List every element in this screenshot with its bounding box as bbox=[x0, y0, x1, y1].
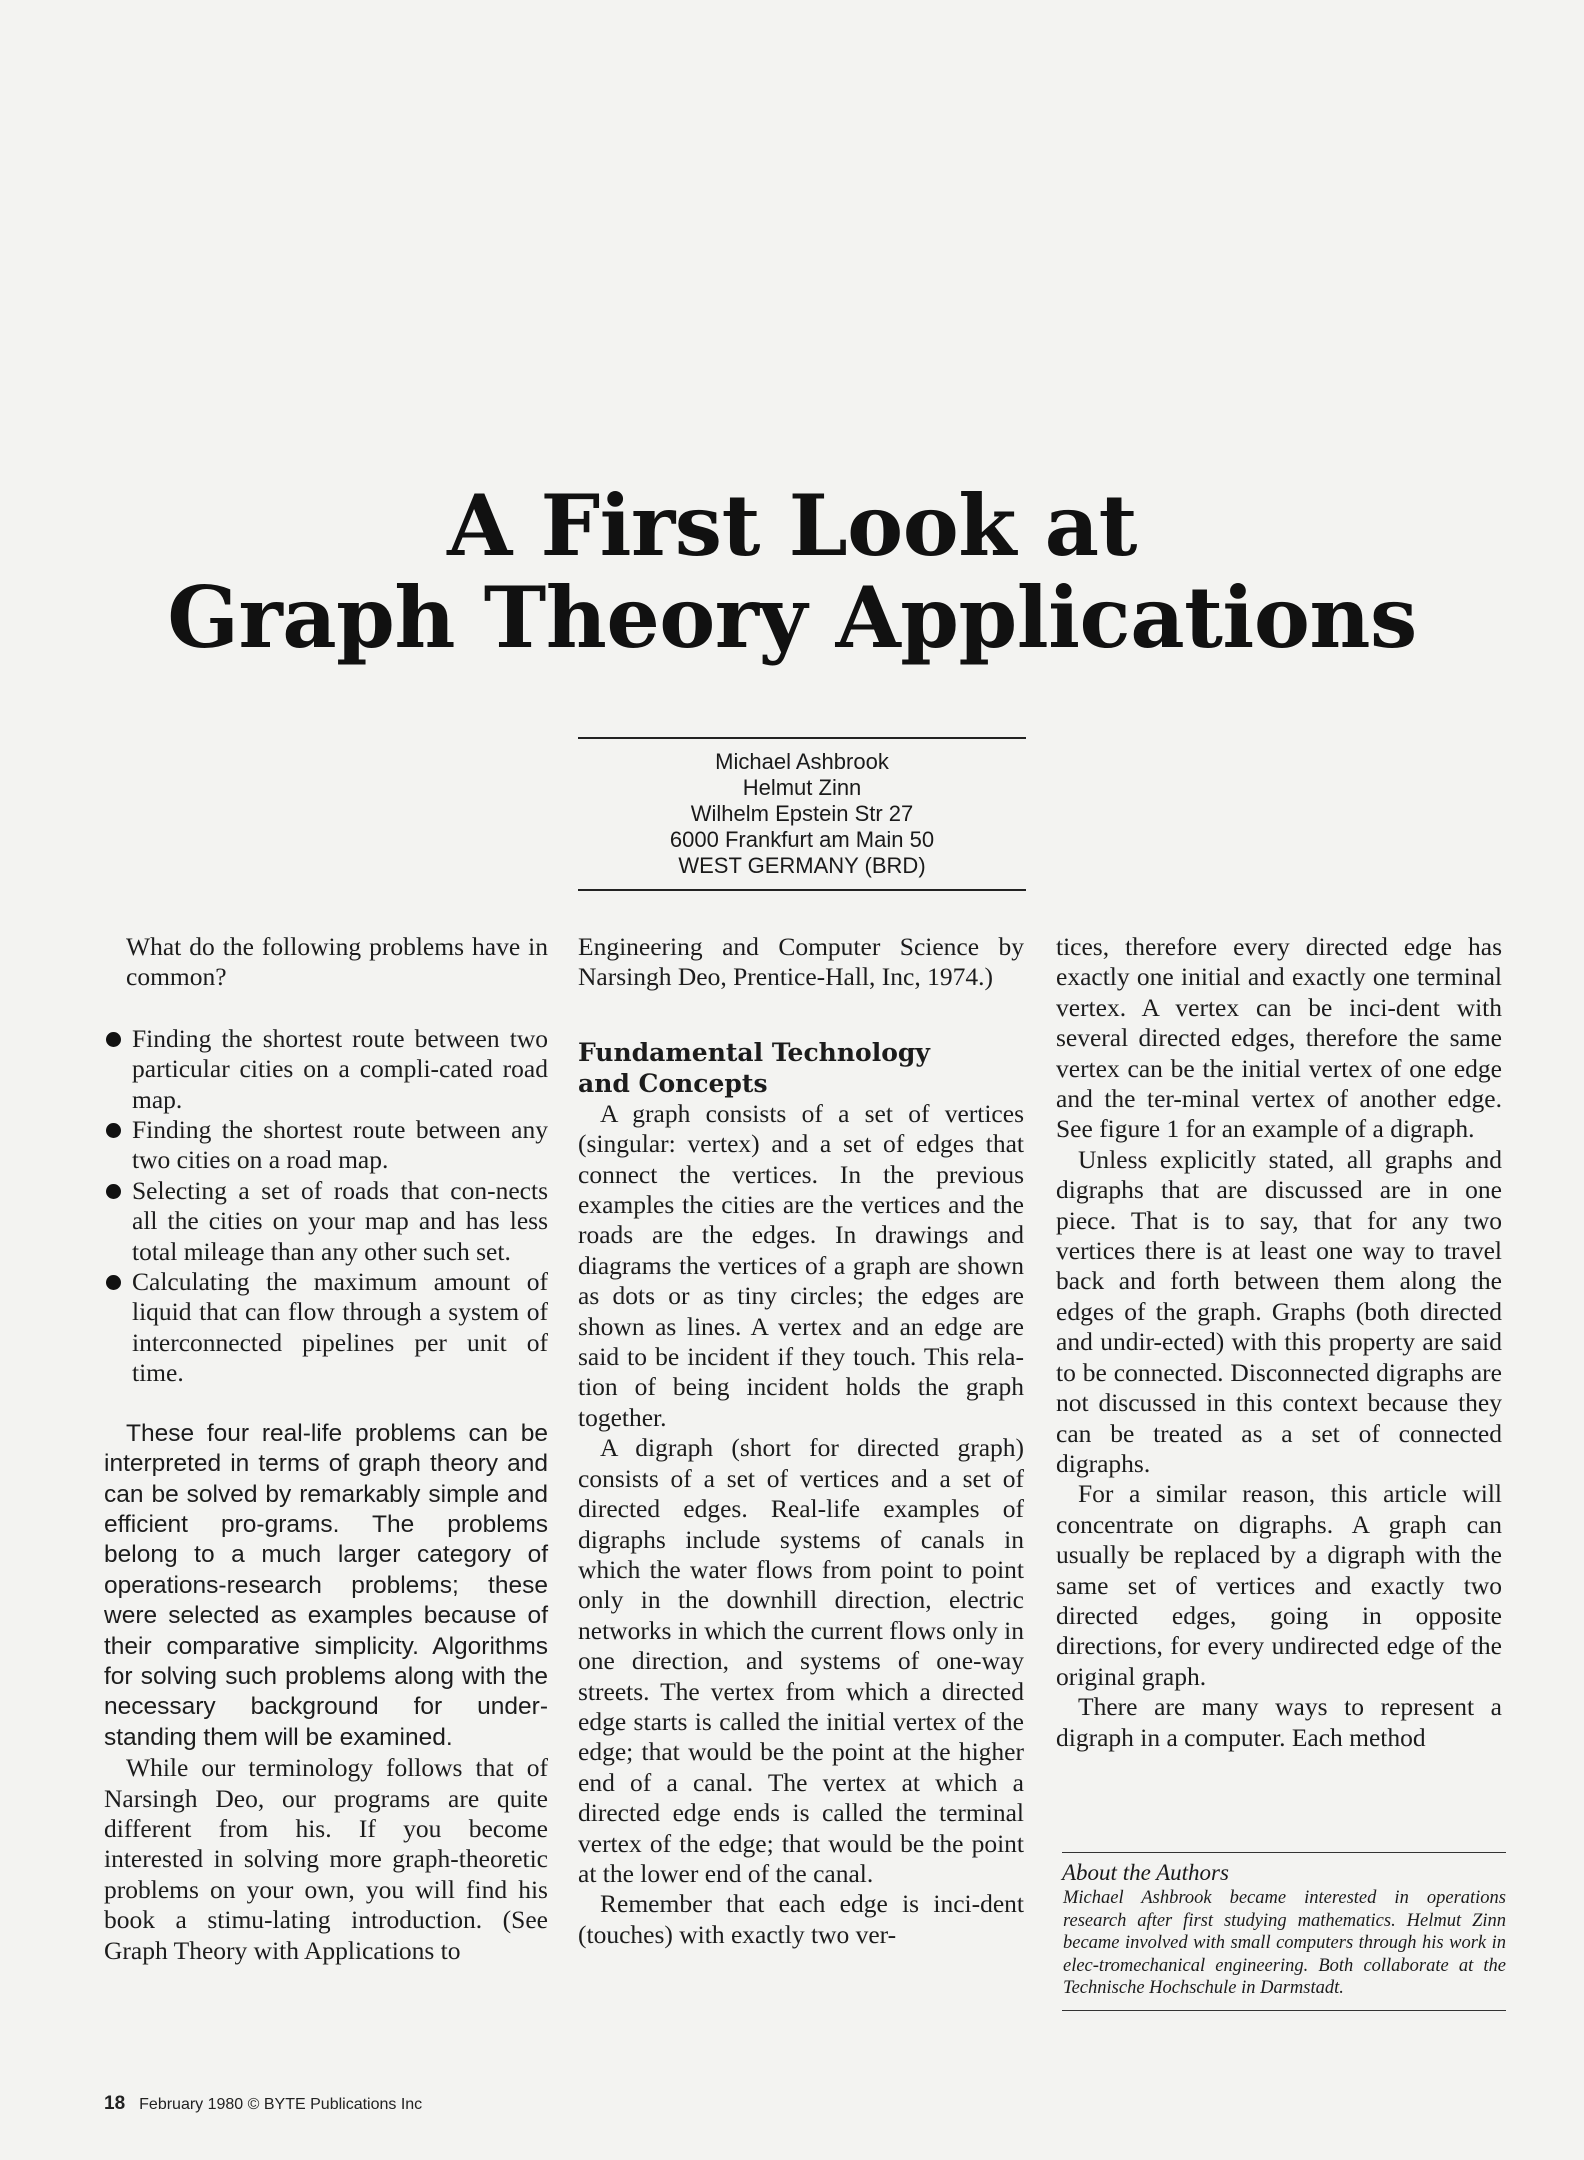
column-1 bbox=[104, 932, 548, 1966]
paragraph-similar-reason: For a similar reason, this article will concentrate on digraphs. A graph can usually be replaced by a digraph with the same set of vertices and exactly two directed edges, going in opposite directions, for every undirected edge of the original graph. bbox=[1056, 1479, 1502, 1691]
author-byline bbox=[578, 737, 1026, 891]
title-line-1: A First Look at bbox=[447, 476, 1137, 575]
paragraph-representation: There are many ways to represent a digraph in a computer. Each method bbox=[1056, 1692, 1502, 1752]
about-the-authors-box bbox=[1062, 1852, 1506, 2011]
article-title bbox=[0, 476, 1584, 667]
paragraph-remember: Remember that each edge is inci-dent (touches) with exactly two ver- bbox=[578, 1889, 1024, 1949]
list-item: Finding the shortest route between any two cities on a road map. bbox=[104, 1115, 548, 1176]
address-city: 6000 Frankfurt am Main 50 bbox=[669, 827, 935, 852]
bullet-icon bbox=[106, 1275, 121, 1290]
bullet-icon bbox=[106, 1032, 121, 1047]
paragraph-graph-definition: A graph consists of a set of vertices (singular: vertex) and a set of edges that connect the vertices. In the previous examples the cities are the vertices and the roads are the edges. In drawings and diagrams the vertices of a graph are shown as dots or as tiny circles; the edges are shown as lines. A vertex and an edge are said to be incident if they touch. This rela-tion of being incident holds the graph together. bbox=[578, 1098, 1024, 1432]
column-3 bbox=[1056, 932, 1502, 1753]
intro-question: What do the following problems have in common? bbox=[126, 932, 548, 992]
footer-credit: February 1980 © BYTE Publications Inc bbox=[139, 2096, 423, 2113]
list-item: Finding the shortest route between two particular cities on a compli-cated road map. bbox=[104, 1024, 548, 1115]
paragraph-connected: Unless explicitly stated, all graphs and digraphs that are discussed are in one piece. That is to say, that for any two vertices there is at least one way to travel back and forth between them along the edges of the graph. Graphs (both directed and undir-ected) with this property are said to be connected. Disconnected digraphs are not discussed in this context because they can be treated as a set of connected digraphs. bbox=[1056, 1144, 1502, 1478]
author-1: Michael Ashbrook bbox=[715, 749, 889, 774]
address-country: WEST GERMANY (BRD) bbox=[678, 853, 926, 878]
list-item: Selecting a set of roads that con-nects all the cities on your map and has less total mileage than any other such set. bbox=[104, 1176, 548, 1267]
paragraph-book-citation: Engineering and Computer Science by Narsingh Deo, Prentice-Hall, Inc, 1974.) bbox=[578, 932, 1024, 992]
paragraph-deo: While our terminology follows that of Narsingh Deo, our programs are quite different from his. If you become interested in solving more graph-theoretic problems on your own, you will find his book a stimu-lating introduction. (See Graph Theory with Applications to bbox=[104, 1753, 548, 1965]
paragraph-real-life: These four real-life problems can be interpreted in terms of graph theory and can be solved by remarkably simple and efficient pro-grams. The problems belong to a much larger category of operations-research problems; these were selected as examples because of their comparative simplicity. Algorithms for solving such problems along with the necessary background for under-standing them will be examined. bbox=[104, 1419, 548, 1751]
about-body: Michael Ashbrook became interested in operations research after first studying mathematics. Helmut Zinn became involved with small computers through his work in elec-tromechanical engineering. Both collaborate at the Technische Hochschule in Darmstadt. bbox=[1063, 1888, 1506, 1998]
about-title: About the Authors bbox=[1062, 1860, 1229, 1885]
address-street: Wilhelm Epstein Str 27 bbox=[690, 801, 914, 826]
problem-list bbox=[104, 1024, 548, 1389]
list-item: Calculating the maximum amount of liquid that can flow through a system of interconnected pipelines per unit of time. bbox=[104, 1267, 548, 1389]
author-2: Helmut Zinn bbox=[742, 775, 862, 800]
page-footer bbox=[104, 2093, 422, 2115]
page-number: 18 bbox=[104, 2093, 126, 2114]
bullet-icon bbox=[106, 1123, 121, 1138]
section-heading: Fundamental Technology and Concepts bbox=[578, 1037, 930, 1098]
bullet-icon bbox=[106, 1184, 121, 1199]
title-line-2: Graph Theory Applications bbox=[167, 568, 1417, 667]
column-2 bbox=[578, 932, 1024, 1950]
paragraph-digraph-definition: A digraph (short for directed graph) consists of a set of vertices and a set of directed edges. Real-life examples of digraphs include systems of canals in which the water flows from point to point only in the downhill direction, electric networks in which the current flows only in one direction, and systems of one-way streets. The vertex from which a directed edge starts is called the initial vertex of the edge; that would be the point at the higher end of a canal. The vertex at which a directed edge ends is called the terminal vertex of the edge; that would be the point at the lower end of the canal. bbox=[578, 1433, 1024, 1888]
paragraph-vertices: tices, therefore every directed edge has exactly one initial and exactly one terminal vertex. A vertex can be inci-dent with several directed edges, therefore the same vertex can be the initial vertex of one edge and the ter-minal vertex of another edge. See figure 1 for an example of a digraph. bbox=[1056, 932, 1502, 1144]
